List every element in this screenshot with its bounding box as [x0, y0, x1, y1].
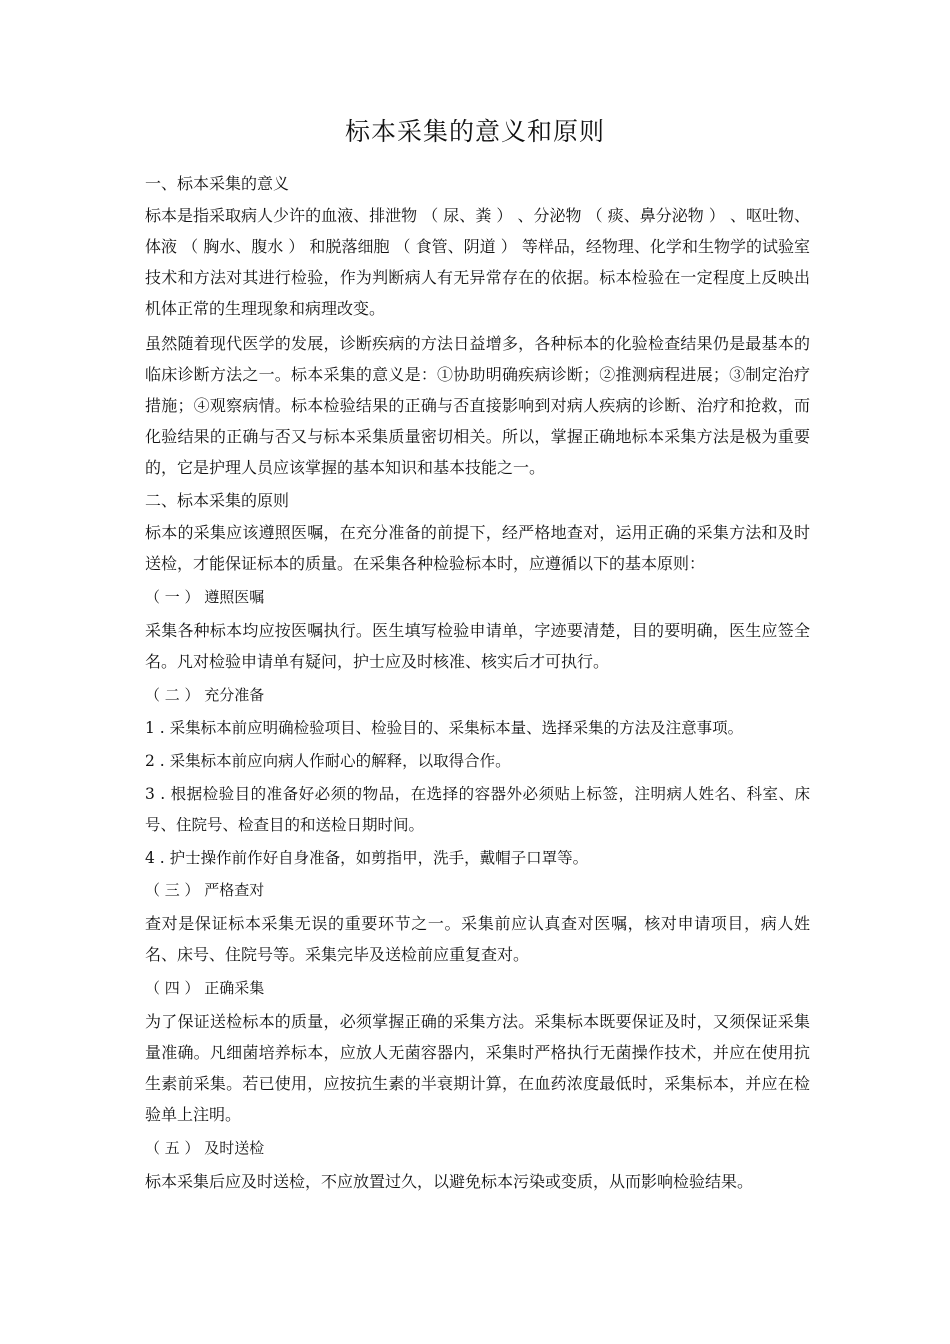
- subheading-correct-collection: （ 四 ） 正确采集: [145, 979, 265, 997]
- subheading-timely-delivery: （ 五 ） 及时送检: [145, 1139, 265, 1157]
- paragraph-specimen-definition: 标本是指采取病人少许的血液、排泄物 （ 尿、粪 ） 、分泌物 （ 痰、鼻分泌物 ） 、呕吐物、体液 （ 胸水、腹水 ） 和脱落细胞 （ 食管、阴道 ） 等样品，经物理、化学和生物学的试验室技术和方法对其进行检验，作为判断病人有无异常存在的依据。标本检验在一定程度上反映出机体正常的生理现象和病理改变。: [145, 206, 810, 318]
- section-heading-significance: 一、标本采集的意义: [145, 174, 290, 193]
- paragraph-checking: 查对是保证标本采集无误的重要环节之一。采集前应认真查对医嘱，核对申请项目，病人姓名、床号、住院号等。采集完毕及送检前应重复查对。: [145, 914, 810, 964]
- subheading-follow-orders: （ 一 ） 遵照医嘱: [145, 588, 265, 606]
- document-body: [145, 170, 810, 1201]
- paragraph-correct-collection: 为了保证送检标本的质量，必须掌握正确的采集方法。采集标本既要保证及时，又须保证采集量准确。凡细菌培养标本，应放人无菌容器内，采集时严格执行无菌操作技术，并应在使用抗生素前采集。若已使用，应按抗生素的半衰期计算，在血药浓度最低时，采集标本，并应在检验单上注明。: [145, 1012, 810, 1124]
- list-item: 2 . 采集标本前应向病人作耐心的解释，以取得合作。: [145, 752, 511, 770]
- page-title: 标本采集的意义和原则: [344, 117, 605, 146]
- subheading-checking: （ 三 ） 严格查对: [145, 881, 265, 899]
- paragraph-follow-orders: 采集各种标本均应按医嘱执行。医生填写检验申请单，字迹要清楚，目的要明确，医生应签全名。凡对检验申请单有疑问，护士应及时核准、核实后才可执行。: [145, 621, 810, 671]
- paragraph-significance: 虽然随着现代医学的发展，诊断疾病的方法日益增多，各种标本的化验检查结果仍是最基本的临床诊断方法之一。标本采集的意义是：①协助明确疾病诊断；②推测病程进展；③制定治疗措施；④观察病情。标本检验结果的正确与否直接影响到对病人疾病的诊断、治疗和抢救，而化验结果的正确与否又与标本采集质量密切相关。所以，掌握正确地标本采集方法是极为重要的，它是护理人员应该掌握的基本知识和基本技能之一。: [145, 334, 810, 477]
- list-item: 3 . 根据检验目的准备好必须的物品，在选择的容器外必须贴上标签，注明病人姓名、科室、床号、住院号、检查目的和送检日期时间。: [145, 785, 810, 834]
- paragraph-timely-delivery: 标本采集后应及时送检，不应放置过久，以避免标本污染或变质，从而影响检验结果。: [145, 1172, 754, 1191]
- paragraph-principles-intro: 标本的采集应该遵照医嘱，在充分准备的前提下，经严格地查对，运用正确的采集方法和及时送检，才能保证标本的质量。在采集各种检验标本时，应遵循以下的基本原则：: [145, 523, 810, 573]
- list-item: 4 . 护士操作前作好自身准备，如剪指甲，洗手，戴帽子口罩等。: [145, 849, 589, 867]
- list-item: 1 . 采集标本前应明确检验项目、检验目的、采集标本量、选择采集的方法及注意事项。: [145, 719, 744, 737]
- section-heading-principles: 二、标本采集的原则: [145, 491, 290, 510]
- subheading-preparation: （ 二 ） 充分准备: [145, 686, 265, 704]
